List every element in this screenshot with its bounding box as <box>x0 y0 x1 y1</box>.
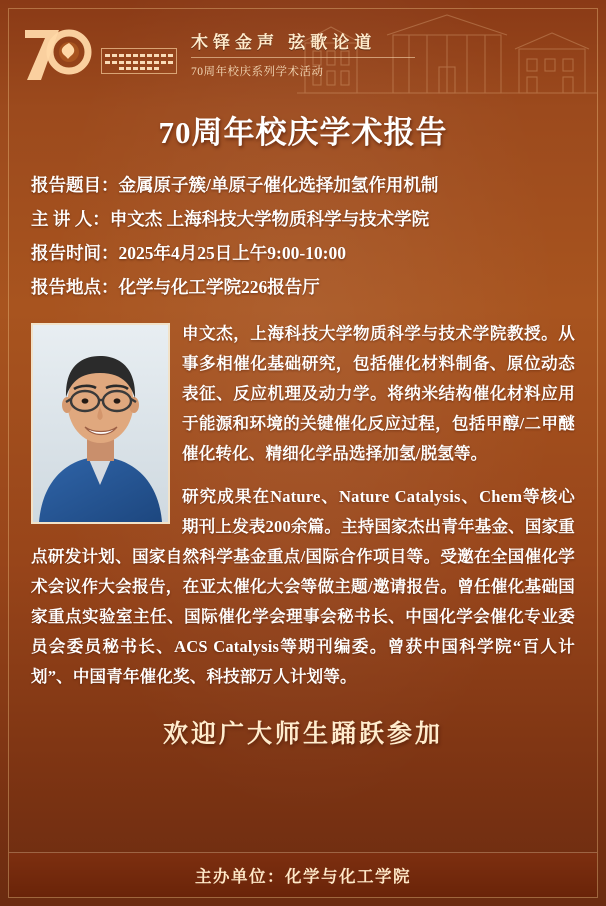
detail-label-topic: 报告题目： <box>31 175 119 195</box>
speaker-bio-section <box>31 319 575 692</box>
banner-text-block <box>191 28 415 79</box>
bio-paragraph-2: 研究成果在Nature、Nature Catalysis、Chem等核心期刊上发表200余篇。主持国家杰出青年基金、国家重点研发计划、国家自然科学基金重点/国际合作项目等。受邀在全国催化学术会议作大会报告，在亚太催化大会等做主题/邀请报告。曾任催化基础国家重点实验室主任、国际催化学会理事会秘书长、中国化学会催化专业委员会委员秘书长、ACS Catalysis等期刊编委。曾获中国科学院“百人计划”、中国青年催化奖、科技部万人计划等。 <box>31 486 575 686</box>
banner-subtitle: 70周年校庆系列学术活动 <box>191 65 324 78</box>
detail-label-time: 报告时间： <box>31 243 119 264</box>
university-seal-icon <box>101 48 177 74</box>
detail-value-topic: 金属原子簇/单原子催化选择加氢作用机制 <box>118 175 439 195</box>
detail-row-time <box>31 236 575 270</box>
poster-footer <box>9 852 597 897</box>
detail-value-speaker: 申文杰 上海科技大学物质科学与技术学院 <box>109 209 430 230</box>
detail-value-time: 2025年4月25日上午9:00-10:00 <box>118 243 346 264</box>
speaker-photo <box>31 323 170 524</box>
page-title: 70周年校庆学术报告 <box>158 115 448 150</box>
detail-row-topic <box>31 168 575 202</box>
detail-value-venue: 化学与化工学院226报告厅 <box>118 277 320 298</box>
detail-row-speaker <box>31 202 575 236</box>
bio-paragraph-1: 申文杰，上海科技大学物质科学与技术学院教授。从事多相催化基础研究，包括催化材料制备、原位动态表征、反应机理及动力学。将纳米结构催化材料应用于能源和环境的关键催化反应过程，包括甲醇/二甲醚催化转化、精细化学品选择加氢/脱氢等。 <box>182 323 575 463</box>
organizer-text: 主办单位：化学与化工学院 <box>195 867 411 886</box>
poster-banner <box>9 9 597 97</box>
poster-frame <box>8 8 598 898</box>
welcome-message: 欢迎广大师生踊跃参加 <box>162 720 443 748</box>
anniversary-logo <box>19 22 415 84</box>
lecture-details <box>31 168 575 305</box>
banner-title: 木铎金声 弦歌论道 <box>191 32 377 52</box>
detail-row-venue <box>31 270 575 304</box>
detail-label-speaker: 主 讲 人： <box>31 209 110 230</box>
detail-label-venue: 报告地点： <box>31 277 119 298</box>
banner-divider <box>191 57 415 58</box>
logo-70-icon <box>19 22 93 84</box>
